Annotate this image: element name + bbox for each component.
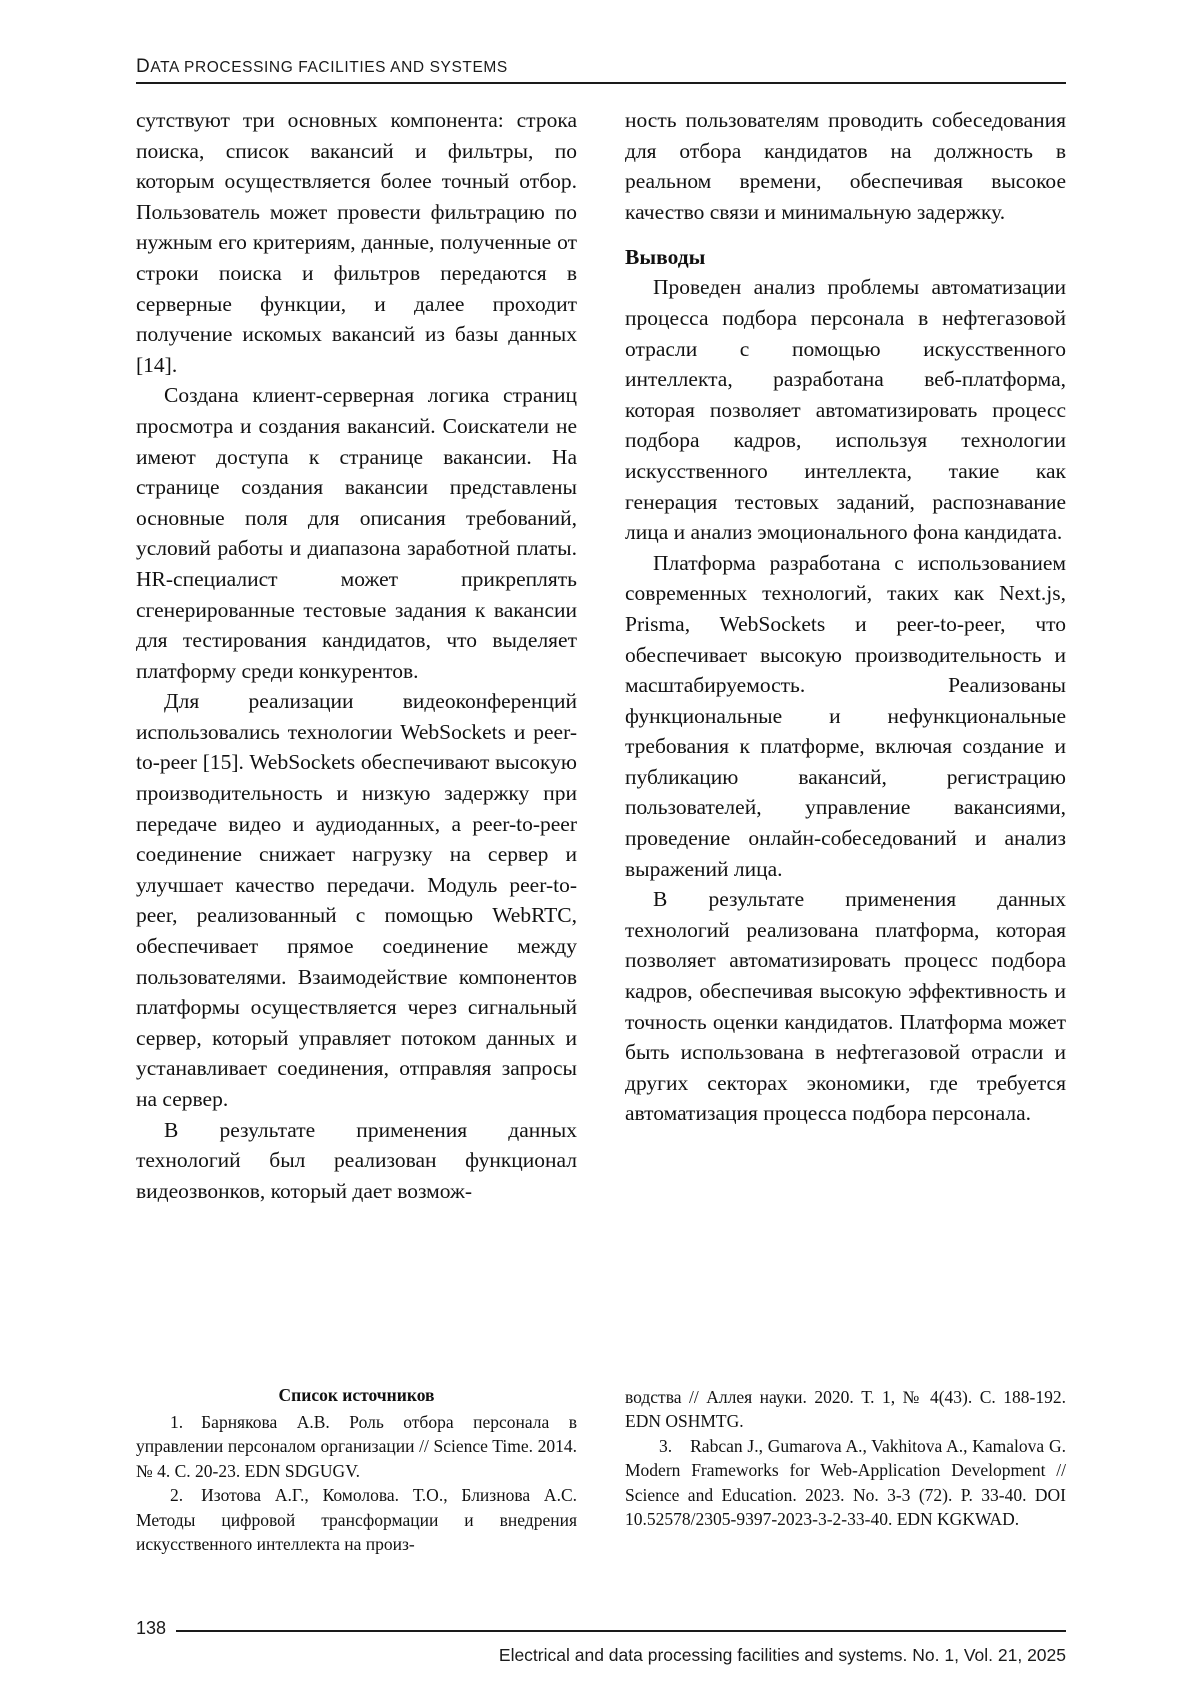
reference-item bbox=[136, 1483, 577, 1556]
references-title: Список источников bbox=[278, 1385, 435, 1405]
reference-text: Rabcan J., Gumarova A., Vakhitova A., Kamalova G. Modern Frameworks for Web-Application Development // Science and Education. 2023. No. 3-3 (72). P. 33-40. DOI 10.52578/2305-9397-2023-3-2-33-40. EDN KGKWAD. bbox=[625, 1435, 1066, 1530]
reference-item bbox=[625, 1434, 1066, 1532]
footer-journal-line: Electrical and data processing facilities and systems. No. 1, Vol. 21, 2025 bbox=[498, 1645, 1066, 1665]
paragraph: сутствуют три основных компонента: строка поиска, список вакансий и фильтры, по которым осуществляется более точный отбор. Пользователь может провести фильтрацию по нужным его критериям, данные, полученные от строки поиска и фильтров передаются в серверные функции, и далее проходит получение искомых вакансий из базы данных [14]. bbox=[136, 108, 577, 377]
paragraph: Проведен анализ проблемы автоматизации процесса подбора персонала в нефтегазовой отрасли с помощью искусственного интеллекта, разработана веб-платформа, которая позволяет автоматизировать процесс подбора кадров, используя технологии искусственного интеллекта, такие как генерация тестовых заданий, распознавание лица и анализ эмоционального фона кандидата. bbox=[625, 275, 1066, 545]
references-left-column bbox=[136, 1385, 577, 1556]
header-divider bbox=[136, 82, 1066, 84]
paragraph: В результате применения данных технологий реализована платформа, которая позволяет автоматизировать процесс подбора кадров, обеспечивая высокую эффективность и точность оценки кандидатов. Платформа может быть использована в нефтегазовой отрасли и других секторах экономики, где требуется автоматизация процесса подбора персонала. bbox=[625, 887, 1066, 1126]
paragraph: В результате применения данных технологий был реализован функционал видеозвонков, который дает возмож- bbox=[136, 1117, 577, 1203]
reference-number: 1. bbox=[170, 1412, 184, 1432]
section-heading-conclusions: Выводы bbox=[625, 245, 706, 270]
references-section bbox=[136, 1385, 1066, 1556]
running-header bbox=[136, 56, 1066, 78]
page-number: 138 bbox=[136, 1618, 167, 1638]
running-header-title bbox=[136, 56, 1066, 78]
paragraph: Создана клиент-серверная логика страниц просмотра и создания вакансий. Соискатели не имеют доступа к странице вакансии. На странице создания вакансии представлены основные поля для описания требований, условий работы и диапазона заработной платы. HR-специалист может прикреплять сгенерированные тестовые задания к вакансии для тестирования кандидатов, что выделяет платформу среди конкурентов. bbox=[136, 383, 577, 683]
reference-text: Изотова А.Г., Комолова. Т.О., Близнова А.С. Методы цифровой трансформации и внедрения искусственного интеллекта на произ- bbox=[136, 1485, 577, 1555]
paragraph: Для реализации видеоконференций использовались технологии WebSockets и peer-to-peer [15]. WebSockets обеспечивают высокую производительность и низкую задержку при передаче видео и аудиоданных, а peer-to-peer соединение снижает нагрузку на сервер и улучшает качество передачи. Модуль peer-to-peer, реализованный с помощью WebRTC, обеспечивает прямое соединение между пользователями. Взаимодействие компонентов платформы осуществляется через сигнальный сервер, который управляет потоком данных и устанавливает соединения, отправляя запросы на сервер. bbox=[136, 689, 577, 1111]
references-right-column bbox=[625, 1385, 1066, 1556]
reference-number: 2. bbox=[170, 1485, 184, 1506]
main-body bbox=[136, 105, 1066, 1206]
right-column bbox=[625, 105, 1066, 1206]
running-header-rest: ATA PROCESSING FACILITIES AND SYSTEMS bbox=[150, 59, 508, 76]
reference-number: 3. bbox=[659, 1435, 673, 1456]
paragraph-continuation: ность пользователям проводить собеседования для отбора кандидатов на должность в реальном времени, обеспечивая высокое качество связи и минимальную задержку. bbox=[625, 108, 1066, 224]
reference-item bbox=[136, 1410, 577, 1483]
paragraph: Платформа разработана с использованием современных технологий, таких как Next.js, Prisma, WebSockets и peer-to-peer, что обеспечивает высокую производительность и масштабируемость. Реализованы функциональные и нефункциональные требования к платформе, включая создание и публикацию вакансий, регистрацию пользователей, управление вакансиями, проведение онлайн-собеседований и анализ выражений лица. bbox=[625, 550, 1066, 881]
running-header-initial: D bbox=[136, 56, 151, 77]
left-column bbox=[136, 105, 577, 1206]
reference-text: Барнякова А.В. Роль отбора персонала в управлении персоналом организации // Science Time. 2014. № 4. С. 20-23. EDN SDGUGV. bbox=[136, 1412, 577, 1481]
footer-divider bbox=[176, 1630, 1066, 1632]
reference-item-continuation: водства // Аллея науки. 2020. Т. 1, № 4(43). С. 188-192. EDN OSHMTG. bbox=[625, 1387, 1066, 1432]
